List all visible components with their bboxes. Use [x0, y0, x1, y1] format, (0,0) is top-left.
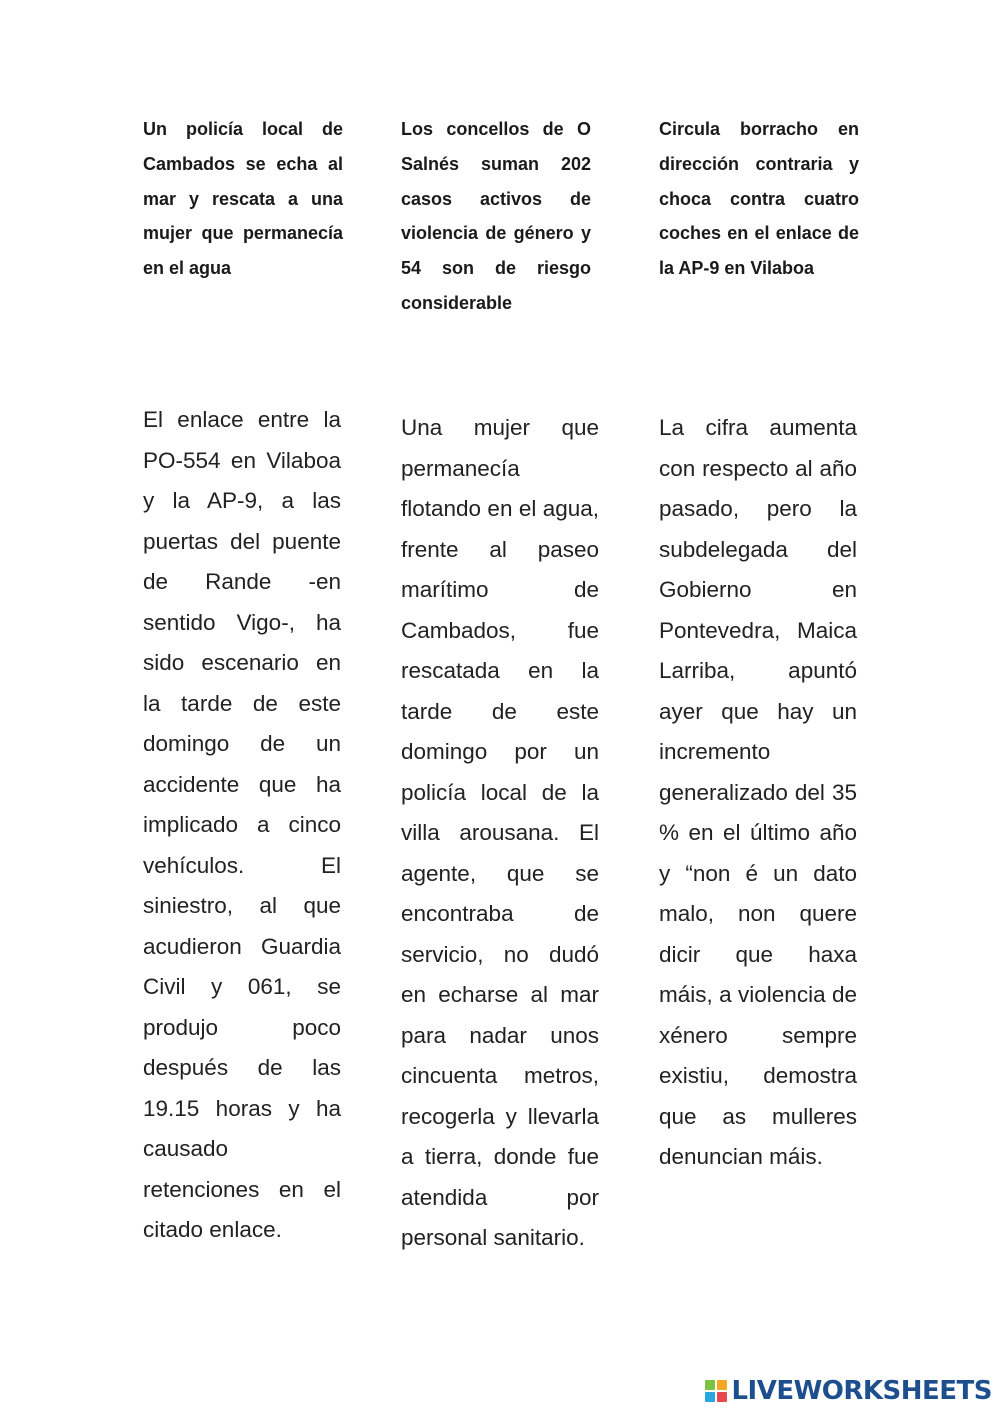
liveworksheets-logo-text: LIVEWORKSHEETS	[731, 1376, 992, 1406]
liveworksheets-logo-icon	[705, 1380, 727, 1402]
paragraph-vilaboa-accident: El enlace entre la PO-554 en Vilaboa y la AP-9, a las puertas del puente de Rande -en sentido Vigo-, ha sido escenario en la tarde de este domingo de un accidente que ha implicado a cinco vehículos. El siniestro, al que acudieron Guardia Civil y 061, se produjo poco después de las 19.15 horas y ha causado retenciones en el citado enlace.	[143, 407, 341, 1242]
liveworksheets-logo	[705, 1375, 992, 1407]
paragraph-gender-violence: La cifra aumenta con respecto al año pasado, pero la subdelegada del Gobierno en Pontevedra, Maica Larriba, apuntó ayer que hay un incremento generalizado del 35 % en el último año y “non é un dato malo, non quere dicir que haxa máis, a violencia de xénero sempre existiu, demostra que as mulleres denuncian máis.	[659, 415, 857, 1169]
headline-salnes-violence: Los concellos de O Salnés suman 202 casos activos de violencia de género y 54 son de riesgo considerable	[401, 119, 591, 313]
headline-cambados-rescue: Un policía local de Cambados se echa al mar y rescata a una mujer que permanecía en el agua	[143, 119, 343, 279]
paragraph-cambados-rescue: Una mujer que permanecía flotando en el agua, frente al paseo marítimo de Cambados, fue rescatada en la tarde de este domingo por un policía local de la villa arousana. El agente, que se encontraba de servicio, no dudó en echarse al mar para nadar unos cincuenta metros, recogerla y llevarla a tierra, donde fue atendida por personal sanitario.	[401, 415, 599, 1250]
headline-drunk-driver: Circula borracho en dirección contraria y choca contra cuatro coches en el enlace de la AP-9 en Vilaboa	[659, 119, 859, 279]
